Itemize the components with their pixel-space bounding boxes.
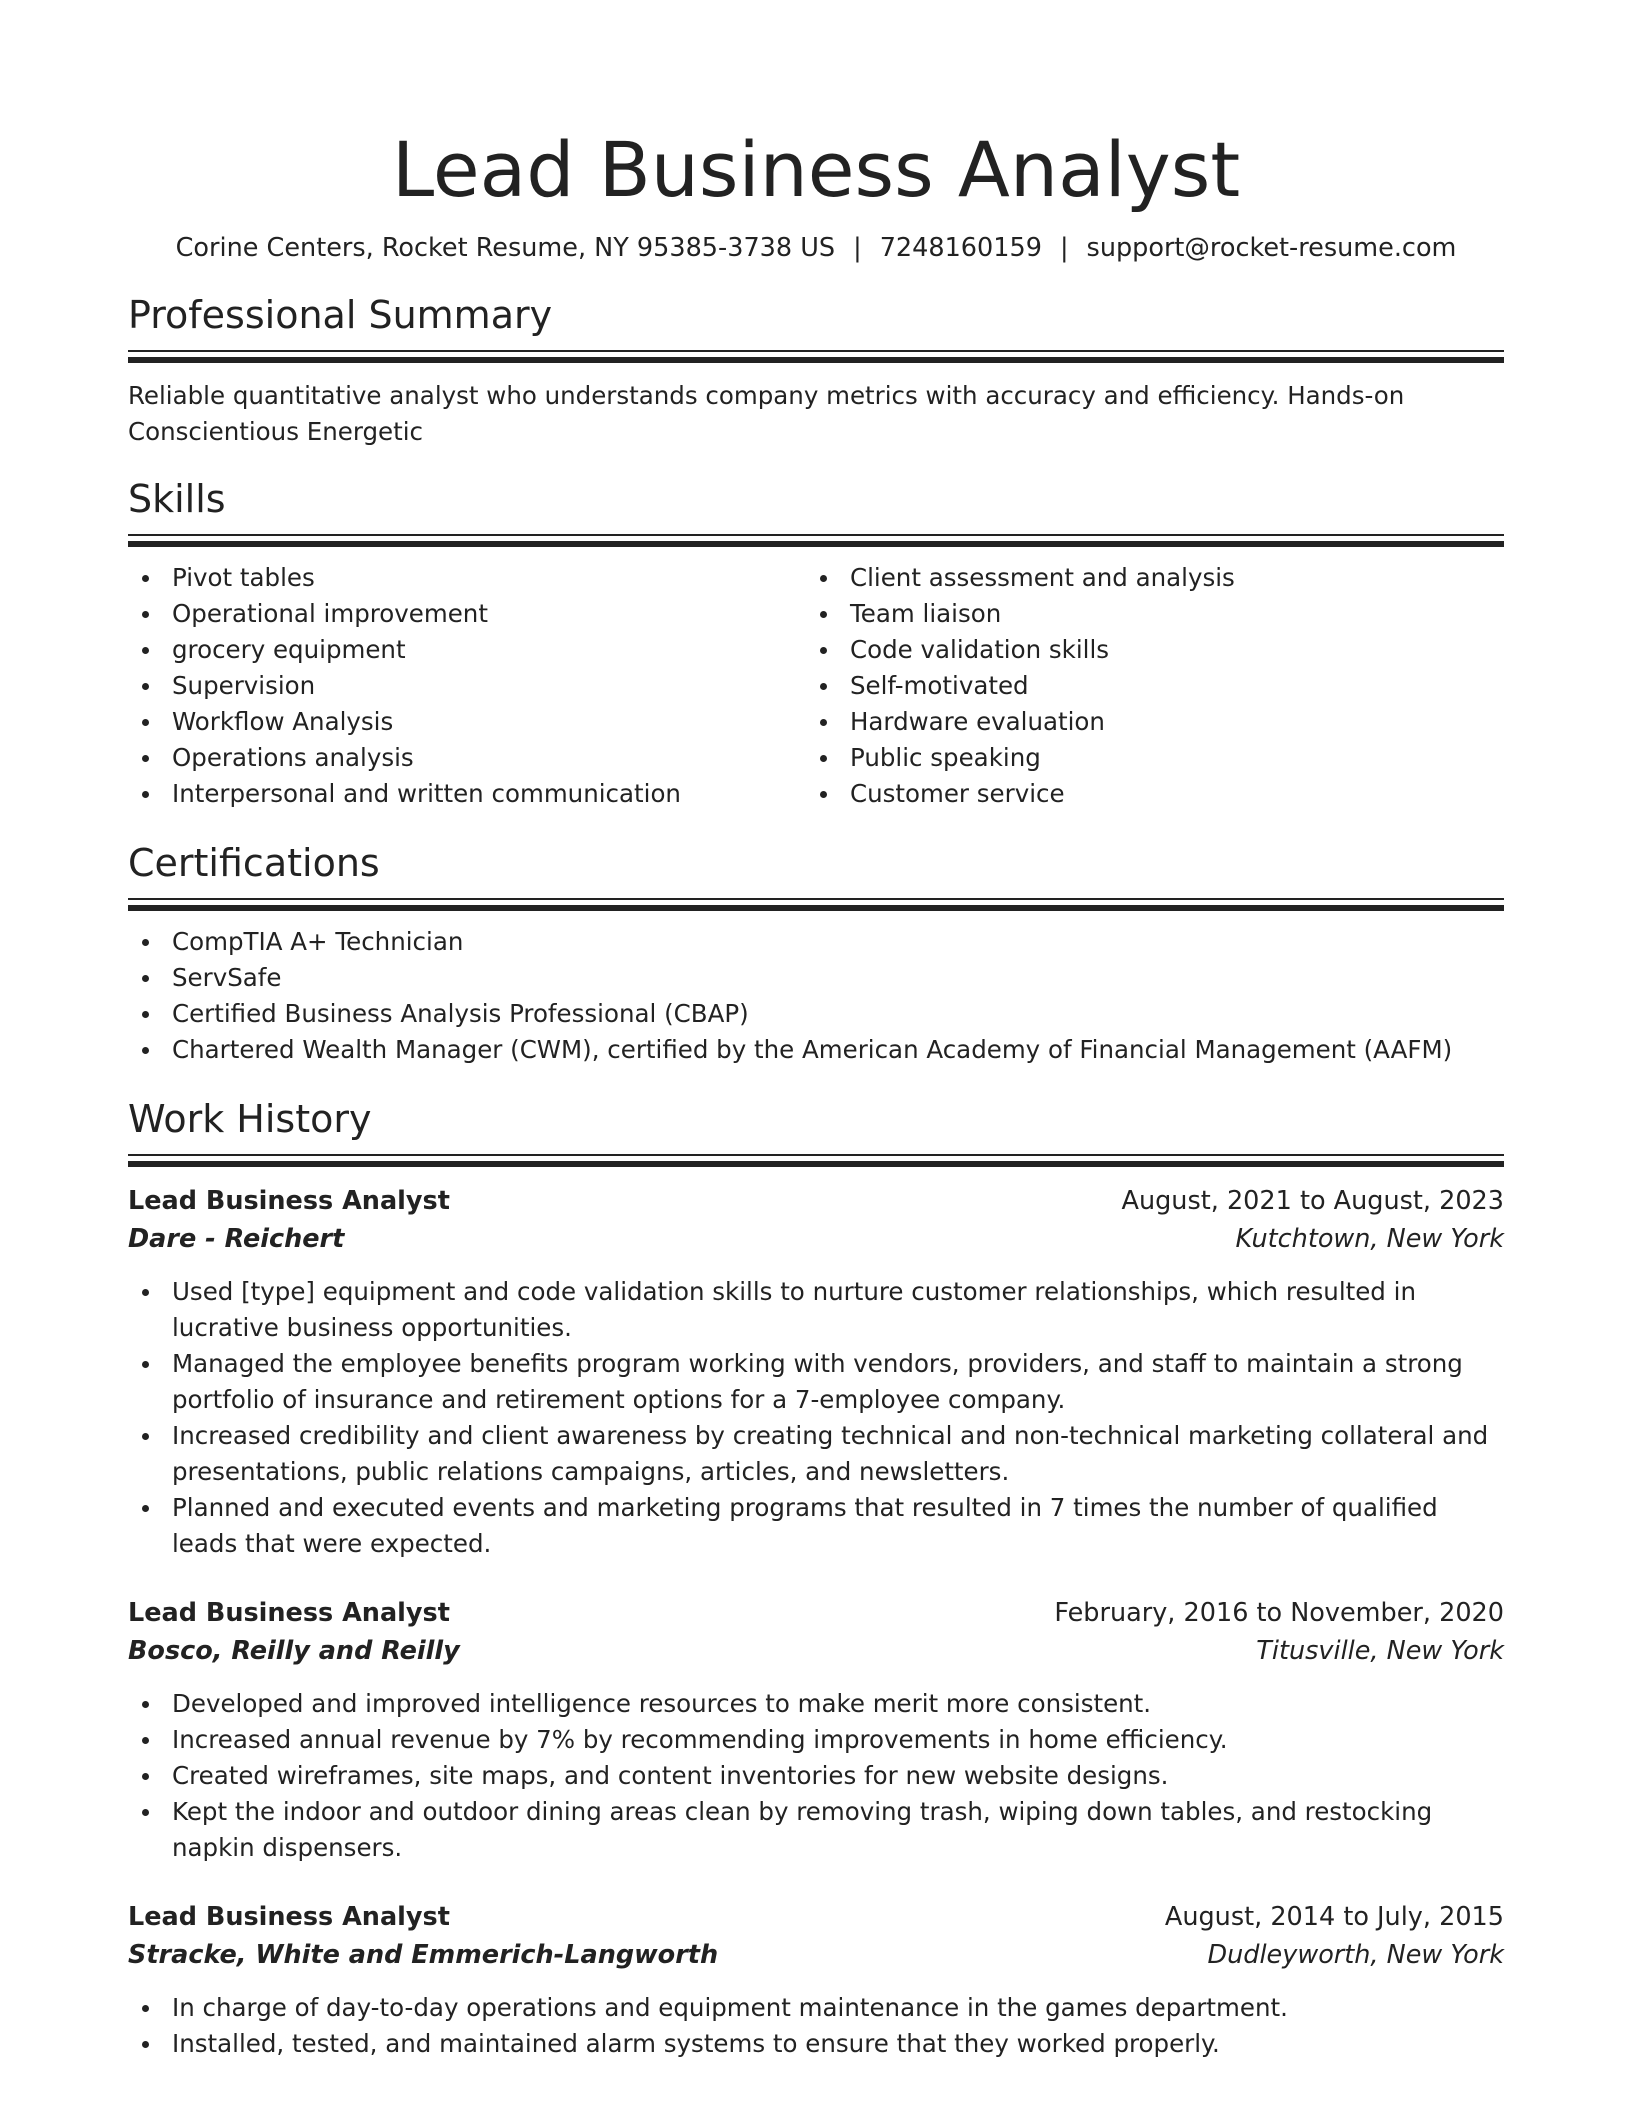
job-header (128, 1898, 1504, 1936)
skill-item: Operational improvement (128, 596, 806, 632)
certification-item: Chartered Wealth Manager (CWM), certified by the American Academy of Financial Management (AAFM) (128, 1032, 1504, 1068)
job-bullet: Managed the employee benefits program working with vendors, providers, and staff to maintain a strong portfolio of insurance and retirement options for a 7-employee company. (128, 1346, 1504, 1418)
job-subheader (128, 1220, 1504, 1258)
skill-item: Client assessment and analysis (806, 560, 1484, 596)
certification-item: CompTIA A+ Technician (128, 924, 1504, 960)
job-header (128, 1182, 1504, 1220)
skill-item: Supervision (128, 668, 806, 704)
job-bullet: Increased credibility and client awareness by creating technical and non-technical marketing collateral and presentations, public relations campaigns, articles, and newsletters. (128, 1418, 1504, 1490)
skills-section (128, 474, 1504, 812)
job-company: Dare - Reichert (128, 1224, 345, 1254)
job-bullets (128, 1990, 1504, 2062)
job-bullet: Increased annual revenue by 7% by recommending improvements in home efficiency. (128, 1722, 1504, 1758)
skills-list-left (128, 560, 806, 812)
job-bullet: Used [type] equipment and code validation skills to nurture customer relationships, which resulted in lucrative business opportunities. (128, 1274, 1504, 1346)
skills-list-right (806, 560, 1484, 812)
job-entry (128, 1182, 1504, 1562)
job-bullet: Created wireframes, site maps, and content inventories for new website designs. (128, 1758, 1504, 1794)
section-divider (128, 534, 1504, 548)
section-divider (128, 350, 1504, 364)
job-dates: February, 2016 to November, 2020 (1054, 1598, 1504, 1628)
certifications-section (128, 838, 1504, 1068)
skill-item: Operations analysis (128, 740, 806, 776)
job-subheader (128, 1936, 1504, 1974)
job-title: Lead Business Analyst (128, 1902, 450, 1932)
section-divider (128, 1154, 1504, 1168)
contact-separator: | (1059, 233, 1069, 263)
skill-item: Pivot tables (128, 560, 806, 596)
resume-name: Lead Business Analyst (391, 125, 1241, 214)
skill-item: Workflow Analysis (128, 704, 806, 740)
contact-email: support@rocket-resume.com (1086, 233, 1457, 263)
skill-item: Self-motivated (806, 668, 1484, 704)
skill-item: grocery equipment (128, 632, 806, 668)
section-divider (128, 898, 1504, 912)
certification-item: Certified Business Analysis Professional (CBAP) (128, 996, 1504, 1032)
skill-item: Hardware evaluation (806, 704, 1484, 740)
contact-separator: | (853, 233, 862, 263)
skill-item: Customer service (806, 776, 1484, 812)
job-entry (128, 1594, 1504, 1866)
job-bullet: Installed, tested, and maintained alarm systems to ensure that they worked properly. (128, 2026, 1504, 2062)
job-entry (128, 1898, 1504, 2062)
section-title-summary: Professional Summary (128, 293, 553, 337)
section-title-certifications: Certifications (128, 841, 380, 885)
job-header (128, 1594, 1504, 1632)
job-company: Bosco, Reilly and Reilly (128, 1636, 460, 1666)
job-subheader (128, 1632, 1504, 1670)
job-bullets (128, 1686, 1504, 1866)
skill-item: Team liaison (806, 596, 1484, 632)
job-location: Kutchtown, New York (1235, 1224, 1504, 1254)
certification-item: ServSafe (128, 960, 1504, 996)
summary-text: Reliable quantitative analyst who understands company metrics with accuracy and efficiency. Hands-on Conscientious Energetic (128, 381, 1405, 446)
job-dates: August, 2021 to August, 2023 (1121, 1186, 1504, 1216)
job-location: Dudleyworth, New York (1207, 1940, 1504, 1970)
resume-page (128, 0, 1504, 2062)
skill-item: Public speaking (806, 740, 1484, 776)
job-title: Lead Business Analyst (128, 1186, 450, 1216)
section-title-work-history: Work History (128, 1097, 372, 1141)
work-history-section (128, 1094, 1504, 2062)
job-bullet: In charge of day-to-day operations and equipment maintenance in the games department. (128, 1990, 1504, 2026)
job-bullets (128, 1274, 1504, 1562)
contact-phone: 7248160159 (879, 233, 1042, 263)
job-bullet: Kept the indoor and outdoor dining areas clean by removing trash, wiping down tables, and restocking napkin dispensers. (128, 1794, 1504, 1866)
certifications-list (128, 924, 1504, 1068)
job-dates: August, 2014 to July, 2015 (1164, 1902, 1504, 1932)
job-location: Titusville, New York (1256, 1636, 1504, 1666)
job-bullet: Planned and executed events and marketing programs that resulted in 7 times the number of qualified leads that were expected. (128, 1490, 1504, 1562)
job-title: Lead Business Analyst (128, 1598, 450, 1628)
skill-item: Code validation skills (806, 632, 1484, 668)
summary-section (128, 290, 1504, 450)
section-title-skills: Skills (128, 477, 226, 521)
contact-line (128, 230, 1504, 266)
job-bullet: Developed and improved intelligence resources to make merit more consistent. (128, 1686, 1504, 1722)
skills-columns (128, 560, 1504, 812)
skill-item: Interpersonal and written communication (128, 776, 806, 812)
contact-address: Corine Centers, Rocket Resume, NY 95385-3738 US (175, 233, 836, 263)
job-company: Stracke, White and Emmerich-Langworth (128, 1940, 719, 1970)
